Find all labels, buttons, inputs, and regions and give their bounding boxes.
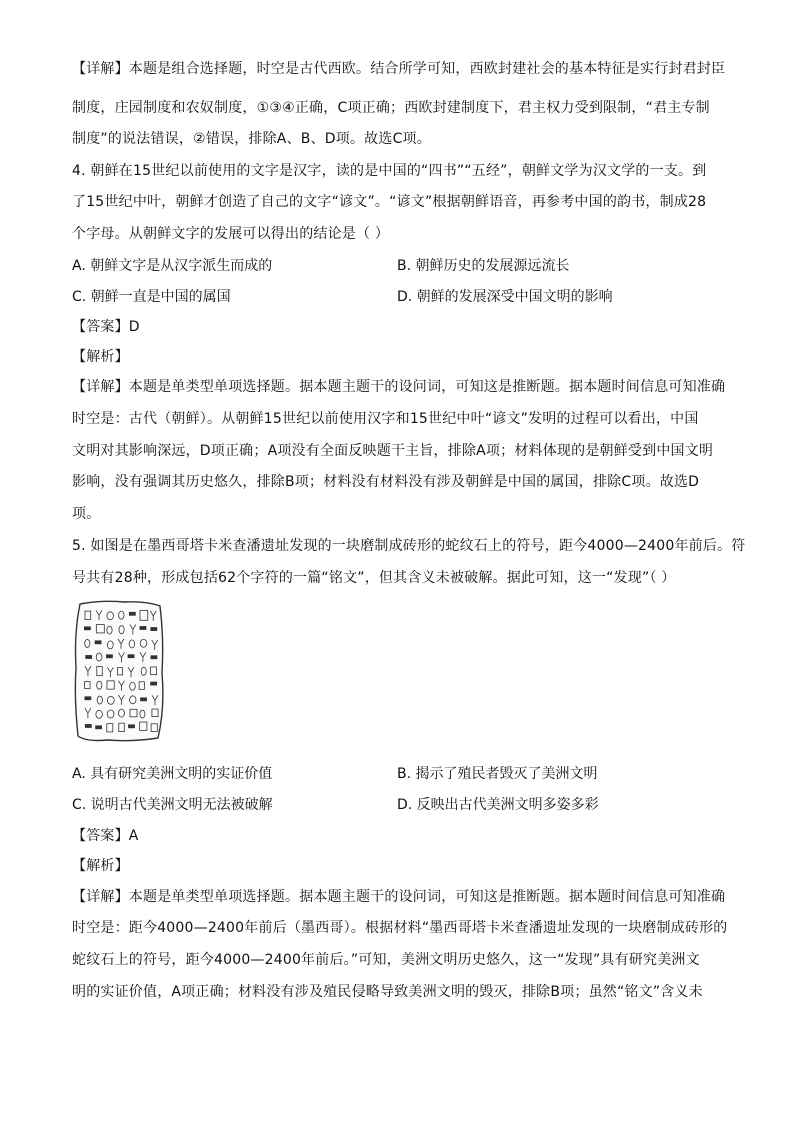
q5-option-c: C. 说明古代美洲文明无法被破解 <box>72 797 273 813</box>
q4-answer: 【答案】D <box>72 319 140 335</box>
inscription-glyph <box>95 641 101 644</box>
inscription-glyph <box>141 698 147 701</box>
q4-analysis-line-5: 项。 <box>72 506 101 522</box>
inscription-glyph <box>86 655 92 658</box>
q5-analysis-line-3: 蛇纹石上的符号，距今4000—2400年前后。”可知，美洲文明历史悠久，这一“发现”具有研究美洲文 <box>72 952 700 968</box>
q4-option-a: A. 朝鲜文字是从汉字派生而成的 <box>72 258 273 274</box>
inscription-glyph <box>96 726 102 729</box>
q4-analysis-line-2: 时空是：古代（朝鲜）。从朝鲜15世纪以前使用汉字和15世纪中叶“谚文”发明的过程可以看出，中国 <box>72 411 699 427</box>
serpentine-stone-inscription-image <box>72 598 168 744</box>
inscription-glyph <box>151 656 157 659</box>
q4-analysis-line-3: 文明对其影响深远，D项正确；A项没有全面反映题干主旨，排除A项；材料体现的是朝鲜受到中国文明 <box>72 443 714 459</box>
inscription-glyph <box>128 655 134 658</box>
q5-option-d: D. 反映出古代美洲文明多姿多彩 <box>397 797 599 813</box>
inscription-glyph <box>151 628 157 631</box>
q5-option-a: A. 具有研究美洲文明的实证价值 <box>72 766 273 782</box>
q5-analysis-line-2: 时空是：距今4000—2400年前后（墨西哥）。根据材料“墨西哥塔卡米查潘遗址发现的一块磨制成砖形的 <box>72 920 728 936</box>
q5-stem-line-2: 号共有28种，形成包括62个字符的一篇“铭文”，但其含义未被破解。据此可知，这一“发现”（ ） <box>72 570 676 586</box>
inscription-glyph <box>85 697 91 700</box>
q4-option-c: C. 朝鲜一直是中国的属国 <box>72 289 231 305</box>
q5-analysis-line-1: 【详解】本题是单类型单项选择题。据本题主题干的设问词，可知这是推断题。据本题时间信息可知准确 <box>72 889 726 905</box>
q5-stem-line-1: 5. 如图是在墨西哥塔卡米查潘遗址发现的一块磨制成砖形的蛇纹石上的符号，距今4000—2400年前后。符 <box>72 538 746 554</box>
inscription-glyph <box>129 612 135 615</box>
q5-analysis-line-4: 明的实证价值，A项正确；材料没有涉及殖民侵略导致美洲文明的毁灭，排除B项；虽然“铭文”含义未 <box>72 984 703 1000</box>
q3-analysis-line-3: 制度”的说法错误，②错误，排除A、B、D项。故选C项。 <box>72 131 431 147</box>
inscription-glyph <box>140 626 146 629</box>
inscription-glyph <box>85 724 91 727</box>
inscription-glyph <box>129 725 135 728</box>
inscription-glyph <box>151 682 157 685</box>
q4-analysis-line-4: 影响，没有强调其历史悠久，排除B项；材料没有材料没有涉及朝鲜是中国的属国，排除C项。故选D <box>72 474 700 490</box>
q3-analysis-line-1: 【详解】本题是组合选择题，时空是古代西欧。结合所学可知，西欧封建社会的基本特征是实行封君封臣 <box>72 61 726 77</box>
q4-option-d: D. 朝鲜的发展深受中国文明的影响 <box>397 289 613 305</box>
q4-stem-line-3: 个字母。从朝鲜文字的发展可以得出的结论是（ ） <box>72 226 390 242</box>
q4-analysis-line-1: 【详解】本题是单类型单项选择题。据本题主题干的设问词，可知这是推断题。据本题时间信息可知准确 <box>72 379 726 395</box>
q4-analysis-heading: 【解析】 <box>72 349 129 365</box>
q4-option-b: B. 朝鲜历史的发展源远流长 <box>397 258 570 274</box>
q3-analysis-line-2: 制度，庄园制度和农奴制度，①③④正确，C项正确；西欧封建制度下，君主权力受到限制，“君主专制 <box>72 100 710 116</box>
q4-stem-line-1: 4. 朝鲜在15世纪以前使用的文字是汉字，读的是中国的“四书”“五经”，朝鲜文学为汉文学的一支。到 <box>72 163 707 179</box>
q5-analysis-heading: 【解析】 <box>72 858 129 874</box>
inscription-glyph <box>84 627 90 630</box>
q4-stem-line-2: 了15世纪中叶，朝鲜才创造了自己的文字“谚文”。“谚文”根据朝鲜语音，再参考中国的韵书，制成28 <box>72 194 707 210</box>
q5-option-b: B. 揭示了殖民者毁灭了美洲文明 <box>397 766 598 782</box>
inscription-glyph <box>106 655 112 658</box>
q5-answer: 【答案】A <box>72 828 139 844</box>
